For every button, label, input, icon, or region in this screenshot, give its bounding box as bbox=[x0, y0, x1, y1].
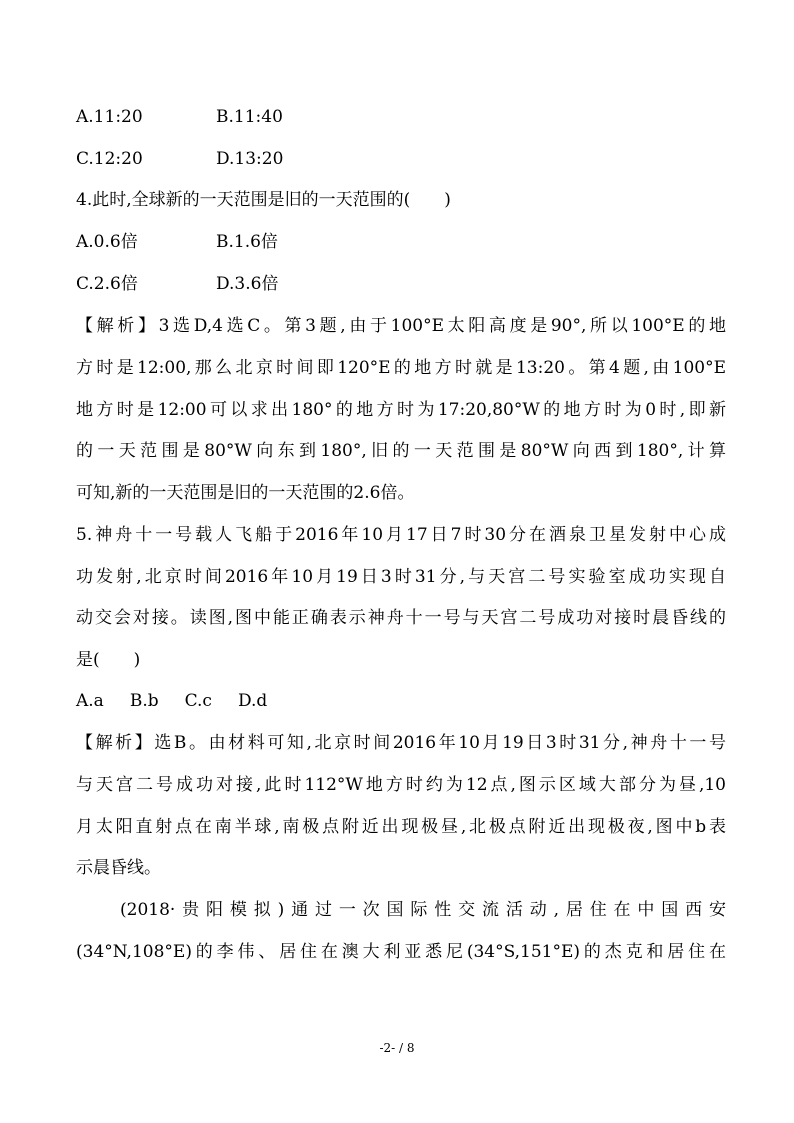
q4-stem: 4.此时,全球新的一天范围是旧的一天范围的( ) bbox=[76, 190, 451, 210]
q4-option-c: C.2.6倍 bbox=[76, 274, 138, 294]
q4-option-d: D.3.6倍 bbox=[216, 274, 279, 294]
q5-option-c: C.c bbox=[184, 691, 212, 711]
q5-line: 功发射,北京时间2016年10月19日3时31分,与天宫二号实验室成功实现自 bbox=[76, 567, 726, 587]
q5-line: 5.神舟十一号载人飞船于2016年10月17日7时30分在酒泉卫星发射中心成 bbox=[76, 525, 726, 545]
analysis1-line: 可知,新的一天范围是旧的一天范围的2.6倍。 bbox=[76, 483, 415, 503]
q4-option-b: B.1.6倍 bbox=[216, 232, 278, 252]
q3-option-d: D.13:20 bbox=[216, 149, 284, 169]
q5-options bbox=[76, 690, 726, 712]
intro-line: (34°N,108°E)的李伟、居住在澳大利亚悉尼(34°S,151°E)的杰克和居住在 bbox=[76, 942, 726, 962]
analysis1-line: 【解析】3选D,4选C。第3题,由于100°E太阳高度是90°,所以100°E的地 bbox=[76, 316, 726, 336]
analysis2-line: 月太阳直射点在南半球,南极点附近出现极昼,北极点附近出现极夜,图中b表 bbox=[76, 817, 726, 837]
q5-option-d: D.d bbox=[237, 691, 268, 711]
q3-option-b: B.11:40 bbox=[216, 107, 283, 127]
q5-line: 是( ) bbox=[76, 650, 141, 670]
q5-line: 动交会对接。读图,图中能正确表示神舟十一号与天宫二号成功对接时晨昏线的 bbox=[76, 608, 726, 628]
analysis2-line: 【解析】选B。由材料可知,北京时间2016年10月19日3时31分,神舟十一号 bbox=[76, 733, 726, 753]
q3-option-c: C.12:20 bbox=[76, 149, 143, 169]
analysis1-line: 地方时是12:00可以求出180°的地方时为17:20,80°W的地方时为0时,即新 bbox=[76, 400, 726, 420]
intro-line: (2018·贵阳模拟)通过一次国际性交流活动,居住在中国西安 bbox=[120, 900, 726, 920]
analysis1-line: 方时是12:00,那么北京时间即120°E的地方时就是13:20。第4题,由100°E bbox=[76, 358, 726, 378]
analysis2-line: 与天宫二号成功对接,此时112°W地方时约为12点,图示区域大部分为昼,10 bbox=[76, 775, 726, 795]
q5-option-b: B.b bbox=[129, 691, 159, 711]
q5-option-a: A.a bbox=[76, 691, 104, 711]
page-number: -2- / 8 bbox=[379, 1041, 415, 1055]
analysis1-line: 的一天范围是80°W向东到180°,旧的一天范围是80°W向西到180°,计算 bbox=[76, 441, 726, 461]
q3-option-a: A.11:20 bbox=[76, 107, 143, 127]
q4-option-a: A.0.6倍 bbox=[76, 232, 138, 252]
analysis2-line: 示晨昏线。 bbox=[76, 858, 161, 878]
